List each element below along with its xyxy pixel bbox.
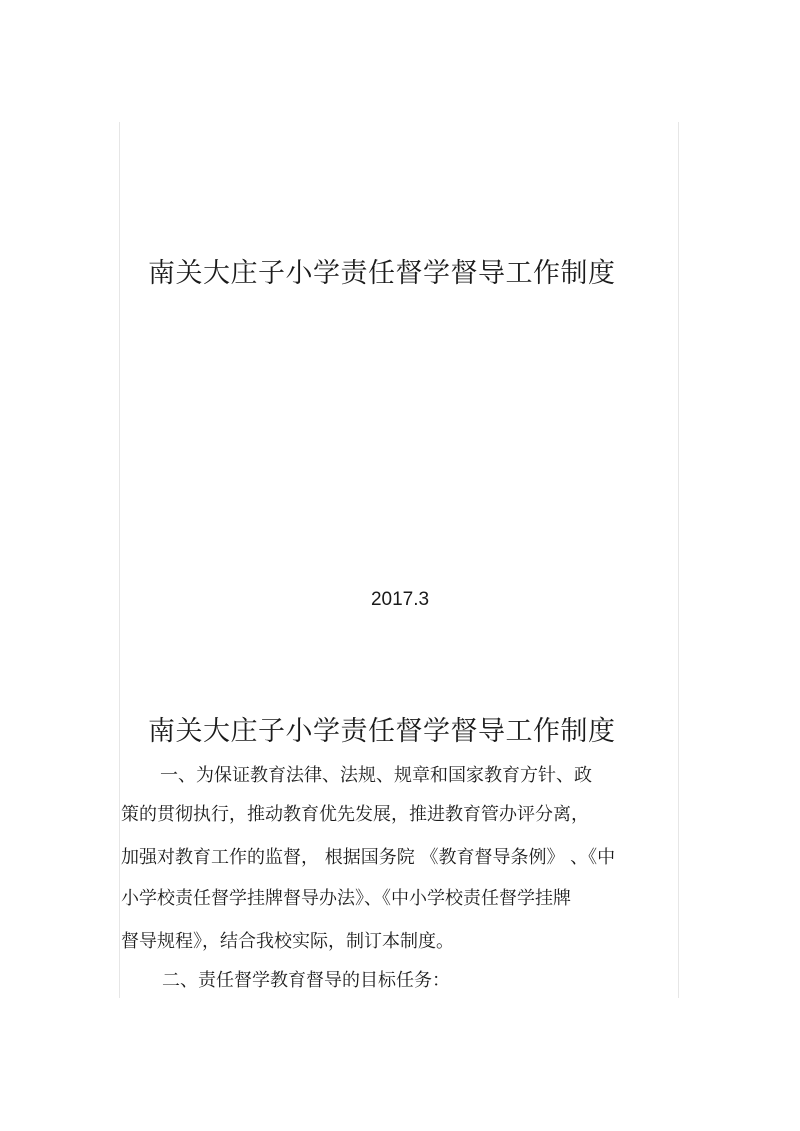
paragraph-line: 督导规程》，结合我校实际，制订本制度。 [121, 931, 454, 952]
paragraph-line: 一、为保证教育法律、法规、规章和国家教育方针、政 [160, 765, 592, 786]
document-title: 南关大庄子小学责任督学督导工作制度 [148, 716, 616, 747]
paragraph-line: 策的贯彻执行，推动教育优先发展，推进教育管办评分离， [121, 804, 589, 825]
right-margin-line [678, 122, 679, 998]
cover-date: 2017.3 [370, 589, 430, 610]
cover-title: 南关大庄子小学责任督学督导工作制度 [148, 258, 616, 289]
paragraph-line: 加强对教育工作的监督， 根据国务院 《教育督导条例》 、《中 [121, 847, 616, 868]
left-margin-line [119, 122, 120, 998]
paragraph-line: 小学校责任督学挂牌督导办法》、《中小学校责任督学挂牌 [121, 888, 571, 909]
section-heading: 二、责任督学教育督导的目标任务： [162, 970, 450, 991]
